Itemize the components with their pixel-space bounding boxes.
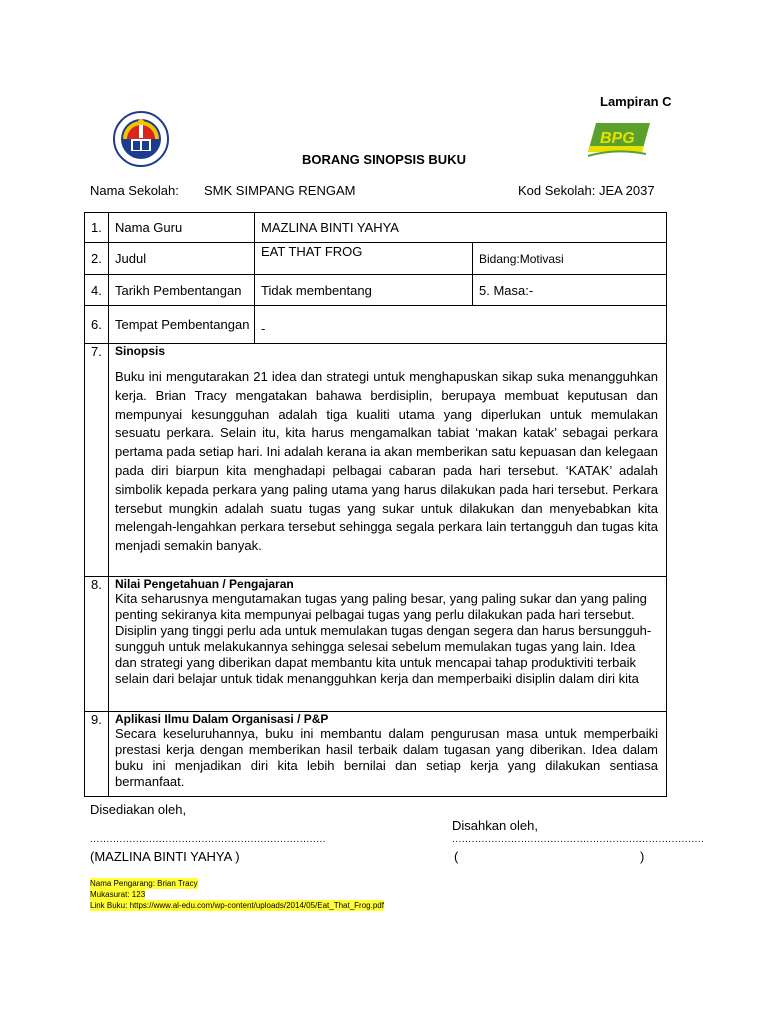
book-link[interactable]: Link Buku: https://www.al-edu.com/wp-content/uploads/2014/05/Eat_That_Frog.pdf xyxy=(90,901,384,910)
table-row xyxy=(85,275,667,306)
synopsis-cell xyxy=(109,344,667,577)
approved-name-close: ) xyxy=(640,849,645,864)
synopsis-text: Buku ini mengutarakan 21 idea dan strategi untuk menghapuskan sikap suka menangguhkan kerja. Brian Tracy mengatakan bahawa berdisiplin, berupaya membuat keputusan dan mempunyai kesungguhan adalah tiga kualiti utama yang diperlukan untuk memulakan sesuatu perkara. Selain itu, kita harus mengamalkan tabiat ‘makan katak’ sebagai perkara pertama pada setiap hari. Ini adalah kerana ia akan memberikan satu kepuasan dan kelegaan pada diri biarpun kita menghadapi pelbagai cabaran pada hari tersebut. ‘KATAK’ adalah simbolik kepada perkara yang paling utama yang harus dilakukan pada hari tersebut. Perkara tersebut mungkin adalah suatu tugas yang sukar untuk dilakukan dan menyebabkan kita melengah-lengahkan perkara tersebut sehingga segala perkara lain tertangguh dan tugas kita menjadi semakin banyak. xyxy=(115,369,659,554)
prepared-by-name: (MAZLINA BINTI YAHYA ) xyxy=(90,849,240,864)
presentation-date-label: Tarikh Pembentangan xyxy=(109,275,255,306)
row-number: 2. xyxy=(85,243,109,275)
approved-by-label: Disahkan oleh, xyxy=(452,818,538,833)
approved-name-open: ( xyxy=(454,849,459,864)
table-row xyxy=(85,243,667,275)
table-row xyxy=(85,577,667,712)
values-cell xyxy=(109,577,667,712)
school-code: Kod Sekolah: JEA 2037 xyxy=(518,183,655,198)
row-number: 6. xyxy=(85,306,109,344)
duration-value: 5. Masa:- xyxy=(473,275,667,306)
form-title: BORANG SINOPSIS BUKU xyxy=(302,152,466,167)
book-title-value: EAT THAT FROG xyxy=(255,243,473,275)
title-label: Judul xyxy=(109,243,255,275)
school-label: Nama Sekolah: xyxy=(90,183,179,198)
values-text: Kita seharusnya mengutamakan tugas yang paling besar, yang paling sukar dan yang paling penting sekiranya kita mempunyai pelbagai tugas yang perlu dilakukan pada hari tersebut. Disiplin yang tinggi perlu ada untuk memulakan tugas dengan segera dan harus bersungguh-sungguh untuk melakukannya sehingga selesai sebelum memulakan tugas yang lain. Idea dan strategi yang diberikan dapat membantu kita untuk mencapai tahap produktiviti terbaik selain dari belajar untuk tidak menangguhkan kerja dan memperbaiki disiplin dalam diri kita xyxy=(115,591,652,686)
prepared-signature-line: ........................................................................ xyxy=(90,834,327,845)
table-row xyxy=(85,712,667,797)
synopsis-heading: Sinopsis xyxy=(115,344,166,358)
approved-signature-line: ............................................................................. xyxy=(452,834,705,845)
row-number: 4. xyxy=(85,275,109,306)
teacher-name-value: MAZLINA BINTI YAHYA xyxy=(255,213,667,243)
svg-text:BPG: BPG xyxy=(600,130,635,147)
row-number: 7. xyxy=(85,344,109,577)
school-name: SMK SIMPANG RENGAM xyxy=(204,183,356,198)
application-cell xyxy=(109,712,667,797)
pages-note: Mukasurat: 123 xyxy=(90,890,146,899)
prepared-by-label: Disediakan oleh, xyxy=(90,802,187,817)
presentation-date-value: Tidak membentang xyxy=(255,275,473,306)
teacher-name-label: Nama Guru xyxy=(109,213,255,243)
synopsis-form-table xyxy=(84,212,667,797)
application-heading: Aplikasi Ilmu Dalam Organisasi / P&P xyxy=(115,712,329,726)
author-note: Nama Pengarang: Brian Tracy xyxy=(90,879,198,888)
presentation-place-label: Tempat Pembentangan xyxy=(109,306,255,344)
application-text: Secara keseluruhannya, buku ini membantu dalam pengurusan masa untuk memperbaiki prestasi kerja dengan memberikan hasil terbaik dalam tugasan yang diberikan. Idea dalam buku ini menjadikan diri kita lebih bernilai dan setiap kerja yang dilakukan sentiasa bermanfaat. xyxy=(115,726,659,789)
row-number: 8. xyxy=(85,577,109,712)
row-number: 1. xyxy=(85,213,109,243)
table-row xyxy=(85,344,667,577)
values-heading: Nilai Pengetahuan / Pengajaran xyxy=(115,577,294,591)
presentation-place-value: - xyxy=(255,306,667,344)
row-number: 9. xyxy=(85,712,109,797)
field-value: Bidang:Motivasi xyxy=(473,243,667,275)
table-row xyxy=(85,306,667,344)
table-row xyxy=(85,213,667,243)
attachment-label: Lampiran C xyxy=(600,94,672,109)
